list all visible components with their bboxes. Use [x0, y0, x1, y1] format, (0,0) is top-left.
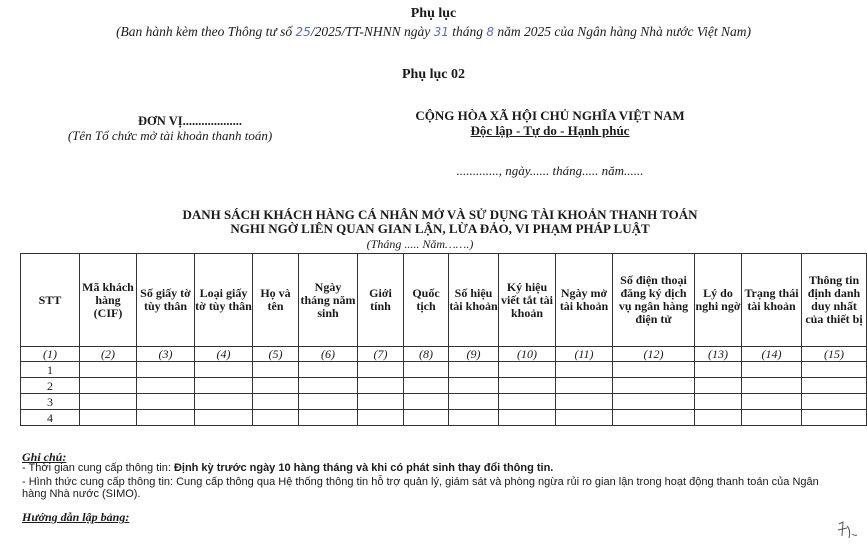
unit-label: ĐƠN VỊ...................: [138, 114, 242, 128]
list-title-line2: NGHI NGỜ LIÊN QUAN GIAN LẬN, LỪA ĐẢO, VI PHẠM PHÁP LUẬT: [230, 221, 650, 236]
column-header: Mã khách hàng (CIF): [80, 254, 137, 347]
table-cell: [695, 378, 742, 394]
table-cell: [299, 378, 358, 394]
table-cell: [358, 394, 404, 410]
table-cell: [358, 410, 404, 426]
column-number: (11): [556, 347, 613, 362]
table-cell: [449, 362, 499, 378]
table-cell: [253, 410, 299, 426]
column-header: Loại giấy tờ tùy thân: [195, 254, 253, 347]
column-header: Ký hiệu viết tắt tài khoản: [499, 254, 556, 347]
table-cell: [556, 394, 613, 410]
table-cell: [299, 410, 358, 426]
table-cell: [80, 362, 137, 378]
column-header: Ngày tháng năm sinh: [299, 254, 358, 347]
table-cell: [137, 394, 195, 410]
reporting-period: (Tháng ..... Năm…….): [366, 237, 474, 251]
row-number: 3: [21, 394, 80, 410]
row-number: 4: [21, 410, 80, 426]
table-cell: [195, 394, 253, 410]
month-handwritten: 8: [486, 25, 495, 39]
subtitle-mid1: /2025/TT-NHNN ngày: [310, 24, 434, 39]
initial-signature-mark: [835, 516, 859, 540]
column-header: Trạng thái tài khoản: [742, 254, 802, 347]
date-line: ............., ngày...... tháng..... năm......: [456, 163, 644, 178]
table-cell: [802, 394, 867, 410]
table-cell: [404, 394, 449, 410]
circular-number-handwritten: 25: [295, 25, 311, 39]
table-cell: [358, 362, 404, 378]
table-cell: [742, 394, 802, 410]
subtitle-mid2: tháng: [448, 24, 487, 39]
document-title: Phụ lục: [410, 6, 457, 21]
table-cell: [613, 378, 695, 394]
table-cell: [404, 410, 449, 426]
column-number: (4): [195, 347, 253, 362]
column-header: Số giấy tờ tùy thân: [137, 254, 195, 347]
table-row: [21, 410, 867, 426]
column-number-row: [21, 347, 867, 362]
table-cell: [499, 394, 556, 410]
table-cell: [695, 394, 742, 410]
column-number: (8): [404, 347, 449, 362]
table-cell: [195, 362, 253, 378]
table-cell: [195, 410, 253, 426]
table-cell: [499, 362, 556, 378]
header-row: [21, 254, 867, 347]
column-number: (3): [137, 347, 195, 362]
national-motto: Độc lập - Tự do - Hạnh phúc: [470, 123, 630, 138]
table-cell: [299, 362, 358, 378]
note-timing-bold: Định kỳ trước ngày 10 hàng tháng và khi có phát sinh thay đổi thông tin.: [173, 462, 554, 474]
table-cell: [802, 410, 867, 426]
table-cell: [358, 378, 404, 394]
column-number: (7): [358, 347, 404, 362]
column-number: (13): [695, 347, 742, 362]
table-cell: [556, 378, 613, 394]
column-header: Thông tin định danh duy nhất của thiết bị: [802, 254, 867, 347]
table-cell: [613, 362, 695, 378]
column-number: (10): [499, 347, 556, 362]
table-cell: [499, 410, 556, 426]
column-header: Số hiệu tài khoản: [449, 254, 499, 347]
table-cell: [499, 378, 556, 394]
table-cell: [253, 394, 299, 410]
table-row: [21, 362, 867, 378]
table-cell: [137, 362, 195, 378]
column-header: Họ và tên: [253, 254, 299, 347]
column-header: STT: [21, 254, 80, 347]
column-number: (12): [613, 347, 695, 362]
guide-label: Hướng dẫn lập bảng:: [22, 510, 130, 524]
note-timing-prefix: - Thời gian cung cấp thông tin:: [22, 462, 174, 474]
table-cell: [742, 378, 802, 394]
table-cell: [802, 378, 867, 394]
table-cell: [80, 394, 137, 410]
column-number: (9): [449, 347, 499, 362]
org-name-label: (Tên Tổ chức mở tài khoản thanh toán): [67, 128, 273, 143]
national-title: CỘNG HÒA XÃ HỘI CHỦ NGHĨA VIỆT NAM: [415, 108, 685, 123]
table-cell: [404, 378, 449, 394]
table-cell: [253, 362, 299, 378]
table-cell: [556, 362, 613, 378]
table-cell: [137, 378, 195, 394]
table-cell: [613, 394, 695, 410]
document-subtitle: [0, 24, 867, 40]
notes-label: Ghi chú:: [22, 450, 67, 464]
table-cell: [742, 362, 802, 378]
row-number: 2: [21, 378, 80, 394]
column-header: Lý do nghi ngờ: [695, 254, 742, 347]
subtitle-suffix: năm 2025 của Ngân hàng Nhà nước Việt Nam): [494, 24, 751, 39]
table-cell: [449, 378, 499, 394]
table-cell: [404, 362, 449, 378]
note-method: - Hình thức cung cấp thông tin: Cung cấp thông qua Hệ thống thông tin hỗ trợ quản lý, giám sát và phòng ngừa rủi ro gian lận trong hoạt động thanh toán của Ngân hàng Nhà nước (SIMO).: [22, 476, 819, 500]
day-handwritten: 31: [433, 25, 449, 39]
column-number: (2): [80, 347, 137, 362]
row-number: 1: [21, 362, 80, 378]
column-header: Quốc tịch: [404, 254, 449, 347]
column-header: Ngày mở tài khoản: [556, 254, 613, 347]
table-cell: [802, 362, 867, 378]
table-cell: [195, 378, 253, 394]
table-cell: [80, 410, 137, 426]
column-number: (15): [802, 347, 867, 362]
table-cell: [742, 410, 802, 426]
table-cell: [695, 410, 742, 426]
note-timing: [22, 462, 842, 474]
column-header: Số điện thoại đăng ký dịch vụ ngân hàng điện tử: [613, 254, 695, 347]
column-number: (5): [253, 347, 299, 362]
table-cell: [449, 394, 499, 410]
table-cell: [299, 394, 358, 410]
table-cell: [80, 378, 137, 394]
table-cell: [695, 362, 742, 378]
table-row: [21, 394, 867, 410]
table-cell: [613, 410, 695, 426]
table-row: [21, 378, 867, 394]
appendix-number: Phụ lục 02: [401, 67, 465, 82]
column-header: Giới tính: [358, 254, 404, 347]
column-number: (1): [21, 347, 80, 362]
column-number: (6): [299, 347, 358, 362]
subtitle-prefix: (Ban hành kèm theo Thông tư số: [116, 24, 296, 39]
column-number: (14): [742, 347, 802, 362]
table-cell: [137, 410, 195, 426]
customer-list-table: [20, 253, 867, 426]
table-cell: [449, 410, 499, 426]
table-cell: [253, 378, 299, 394]
table-cell: [556, 410, 613, 426]
list-title-line1: DANH SÁCH KHÁCH HÀNG CÁ NHÂN MỞ VÀ SỬ DỤNG TÀI KHOẢN THANH TOÁN: [182, 207, 698, 222]
